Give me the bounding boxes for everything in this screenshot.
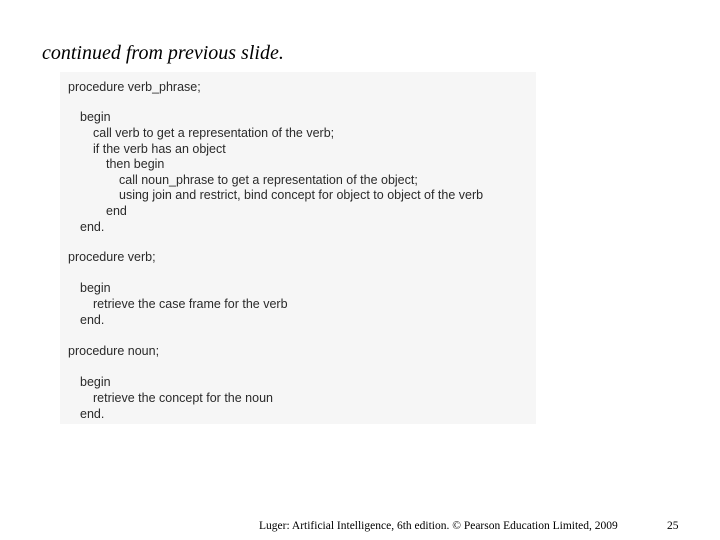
code-line: retrieve the concept for the noun [93,391,273,405]
page-number: 25 [667,520,679,532]
code-line: using join and restrict, bind concept for object to object of the verb [119,188,484,202]
code-line: call noun_phrase to get a representation of the object; [119,173,418,187]
code-line: procedure noun; [68,344,160,358]
code-line: retrieve the case frame for the verb [93,297,288,311]
code-line: procedure verb_phrase; [68,80,201,94]
slide-title: continued from previous slide. [42,42,284,64]
code-line: if the verb has an object [93,142,226,156]
code-line: end [106,204,127,218]
code-line: begin [80,281,111,295]
footer-citation: Luger: Artificial Intelligence, 6th edition. © Pearson Education Limited, 2009 [259,520,618,532]
code-line: procedure verb; [68,250,156,264]
code-line: end. [80,313,105,327]
code-figure [60,72,536,424]
code-line: begin [80,110,111,124]
code-line: end. [80,407,105,421]
code-line: then begin [106,157,165,171]
code-line: call verb to get a representation of the verb; [93,126,335,140]
code-line: begin [80,375,111,389]
code-line: end. [80,220,105,234]
